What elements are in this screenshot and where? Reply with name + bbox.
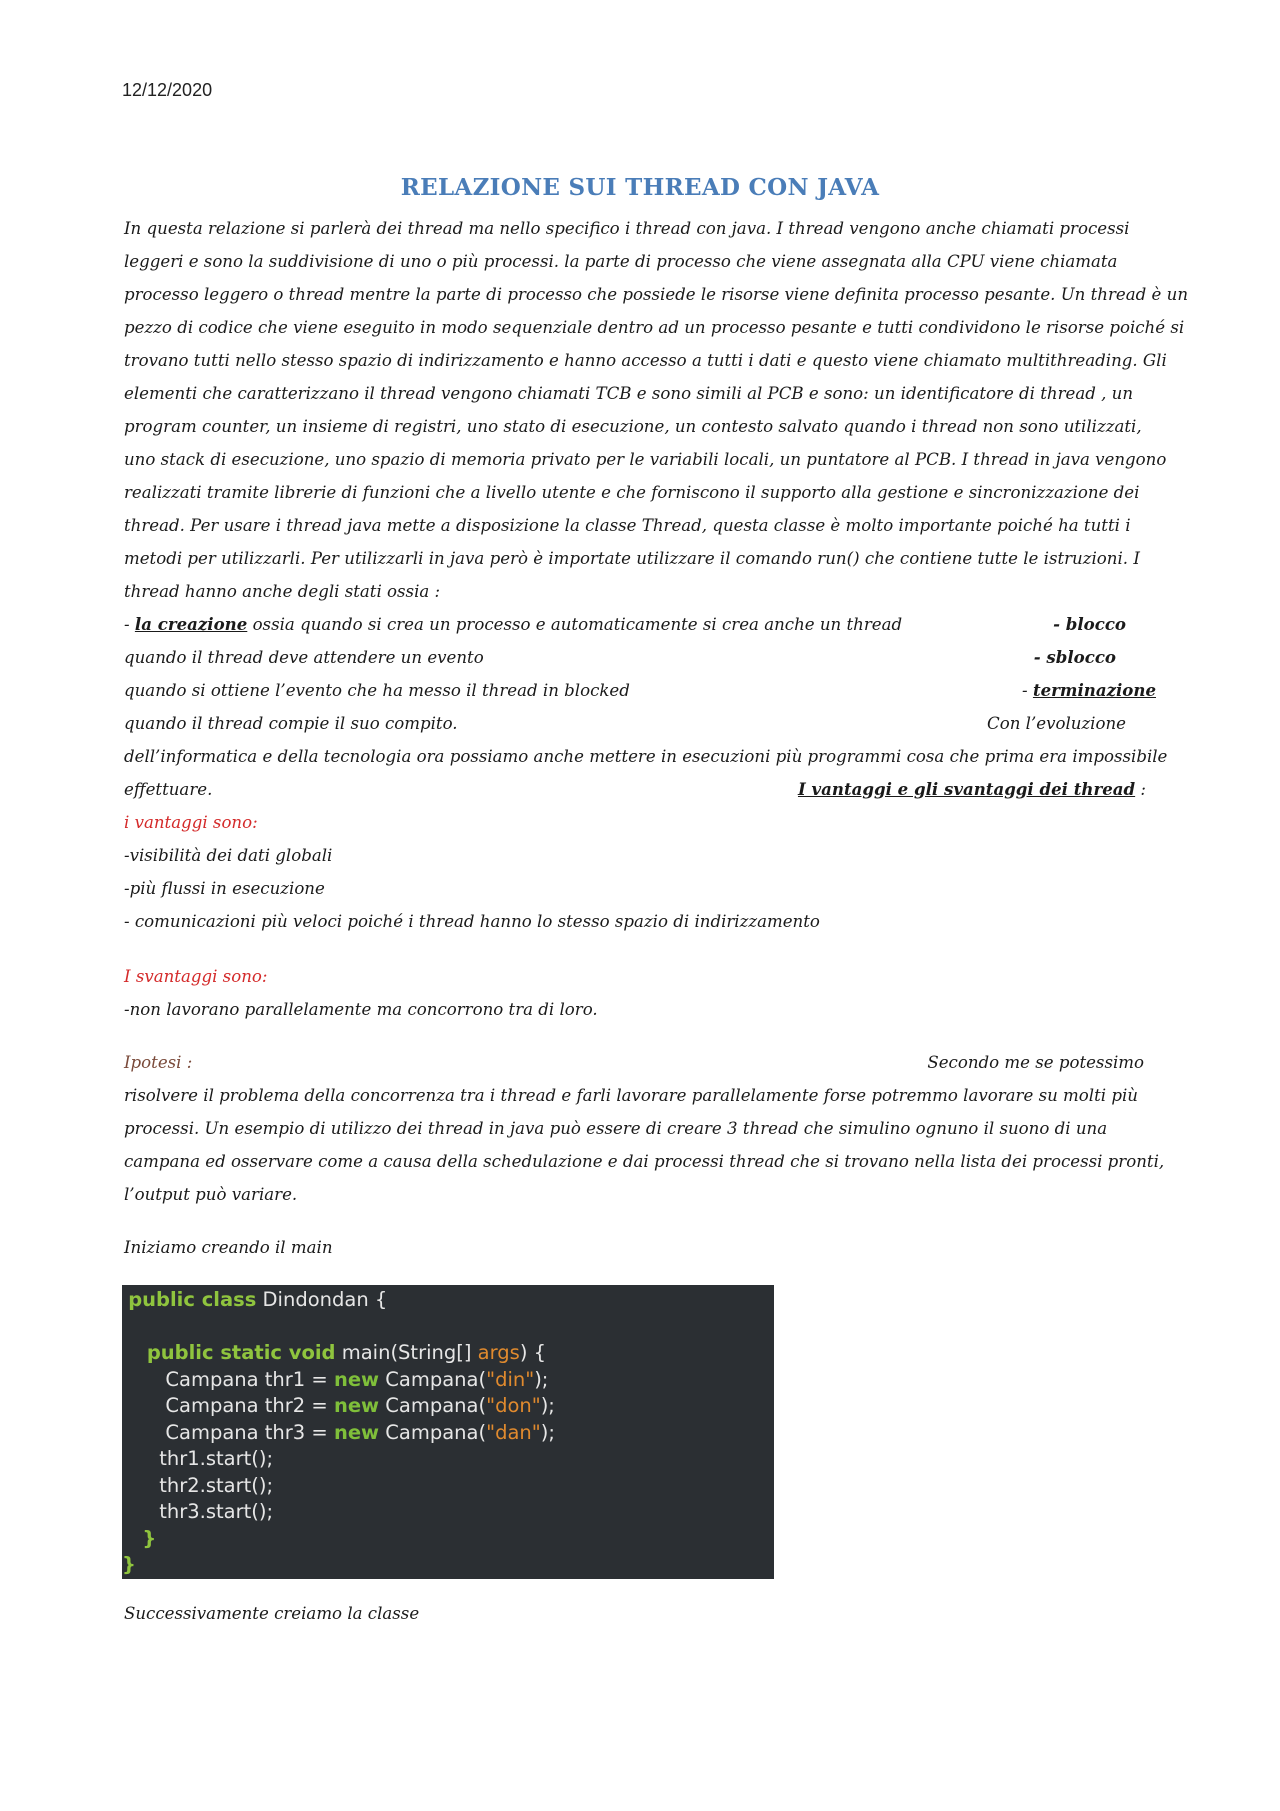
intro-line: pezzo di codice che viene eseguito in modo sequenziale dentro ad un processo pesante e tutti condividono le risorse poiché si [124,318,1185,337]
intro-line: uno stack di esecuzione, uno spazio di memoria privato per le variabili locali, un puntatore al PCB. I thread in java vengono [124,450,1167,469]
code-line: thr3.start(); [122,1500,274,1523]
list-item: - comunicazioni più veloci poiché i thread hanno lo stesso spazio di indirizzamento [124,912,820,931]
intro-line: thread hanno anche degli stati ossia : [124,582,441,601]
state-dash: - [1022,681,1033,700]
intro-line: processo leggero o thread mentre la parte di processo che possiede le risorse viene definita processo pesante. Un thread è un [124,285,1189,304]
hypothesis-line [124,1046,1156,1079]
intro-line: leggeri e sono la suddivisione di uno o più processi. la parte di processo che viene assegnata alla CPU viene chiamata [124,252,1118,271]
document-body [124,212,1189,1264]
code-arg: args [477,1341,520,1364]
code-text: Campana( [379,1420,487,1444]
state-termination-label: terminazione [1032,680,1156,700]
state-creation-label: la creazione [134,614,248,634]
code-text: main(String[] [335,1341,478,1364]
pros-cons-title: I vantaggi e gli svantaggi dei thread [797,779,1136,799]
intro-line: realizzati tramite librerie di funzioni che a livello utente e che forniscono il supporto alla gestione e sincronizzazione dei [124,483,1140,502]
code-line: thr2.start(); [122,1473,274,1497]
intro-line: thread. Per usare i thread java mette a disposizione la classe Thread, questa classe è molto importante poiché ha tutti i [124,516,1131,535]
code-line: } [122,1553,136,1576]
code-text: Campana( [379,1367,487,1391]
code-text: ); [540,1420,555,1444]
code-line: thr1.start(); [122,1447,274,1470]
advantages-heading: i vantaggi sono: [124,813,258,832]
code-screenshot [122,1285,774,1579]
state-unblock-desc: quando si ottiene l’evento che ha messo il thread in blocked [124,681,630,700]
code-indent [128,1341,147,1364]
code-line [122,1340,774,1367]
evolution-start: Con l’evoluzione [987,714,1126,733]
state-termination [1022,674,1156,707]
code-text: Campana thr3 = [128,1420,334,1444]
state-block-desc: quando il thread deve attendere un evento [124,648,484,667]
intro-line: elementi che caratterizzano il thread vengono chiamati TCB e sono simili al PCB e sono: un identificatore di thread , un [124,384,1134,403]
disadvantages-heading: I svantaggi sono: [124,967,268,986]
pros-cons-heading [798,773,1146,806]
code-keyword: new [333,1367,380,1391]
evolution-end: effettuare. [124,780,213,799]
code-text: Campana( [379,1394,487,1417]
code-keyword: public static void [146,1341,336,1364]
spacer [124,1026,1164,1046]
code-line [122,1420,774,1447]
state-line-termination [124,707,1156,740]
state-line-block [124,641,1156,674]
list-item: -più flussi in esecuzione [124,879,325,898]
code-line [122,1287,774,1314]
code-line [122,1393,774,1420]
intro-line: In questa relazione si parlerà dei thread ma nello specifico i thread con java. I thread vengono anche chiamati processi [124,219,1130,238]
spacer [124,938,1164,960]
evolution-end-line [124,773,1156,806]
code-line [122,1314,774,1341]
hypothesis-label: Ipotesi : [124,1053,193,1072]
state-creation-text [124,608,902,641]
evolution-line: dell’informatica e della tecnologia ora possiamo anche mettere in esecuzioni più programmi cosa che prima era impossibile [124,747,1168,766]
code-keyword: public class [128,1288,257,1311]
intro-line: program counter, un insieme di registri, uno stato di esecuzione, un contesto salvato quando i thread non sono utilizzati, [124,417,1142,436]
code-text: Dindondan { [256,1288,388,1311]
code-text: ) { [519,1341,547,1364]
pros-cons-colon: : [1135,780,1146,799]
state-termination-desc: quando il thread compie il suo compito. [124,714,458,733]
code-string: "dan" [486,1420,541,1444]
code-keyword: new [333,1420,380,1444]
state-line-unblock [124,674,1156,707]
hypothesis-text: l’output può variare. [124,1185,298,1204]
state-line-creation [124,608,1156,641]
state-block-label: - blocco [1053,614,1126,634]
list-item: -visibilità dei dati globali [124,846,333,865]
code-string: "din" [486,1367,535,1391]
then-class-text: Successivamente creiamo la classe [124,1604,420,1623]
state-dash: - [124,615,135,634]
code-line [122,1367,774,1394]
hypothesis-start: Secondo me se potessimo [927,1053,1144,1072]
code-text: ); [540,1394,555,1417]
state-creation-desc: ossia quando si crea un processo e automaticamente si crea anche un thread [247,615,903,634]
document-title: RELAZIONE SUI THREAD CON JAVA [400,174,880,201]
intro-line: metodi per utilizzarli. Per utilizzarli in java però è importate utilizzare il comando run() che contiene tutte le istruzioni. I [124,549,1140,568]
code-line: } [122,1526,157,1550]
spacer [124,1211,1164,1231]
list-item: -non lavorano parallelamente ma concorrono tra di loro. [124,1000,598,1019]
code-text: Campana thr1 = [128,1367,334,1391]
code-string: "don" [486,1394,541,1417]
start-main-text: Iniziamo creando il main [124,1238,333,1257]
hypothesis-text: processi. Un esempio di utilizzo dei thread in java può essere di creare 3 thread che simulino ognuno il suono di una [124,1119,1108,1138]
code-keyword: new [333,1394,380,1417]
state-unblock-label: - sblocco [1033,647,1116,667]
hypothesis-text: campana ed osservare come a causa della schedulazione e dai processi thread che si trovano nella lista dei processi pronti, [124,1152,1165,1171]
intro-line: trovano tutti nello stesso spazio di indirizzamento e hanno accesso a tutti i dati e questo viene chiamato multithreading. Gli [124,351,1167,370]
code-text: Campana thr2 = [128,1394,334,1417]
hypothesis-text: risolvere il problema della concorrenza tra i thread e farli lavorare parallelamente forse potremmo lavorare su molti più [124,1086,1138,1105]
code-text: ); [534,1367,549,1391]
document-date: 12/12/2020 [122,80,213,100]
